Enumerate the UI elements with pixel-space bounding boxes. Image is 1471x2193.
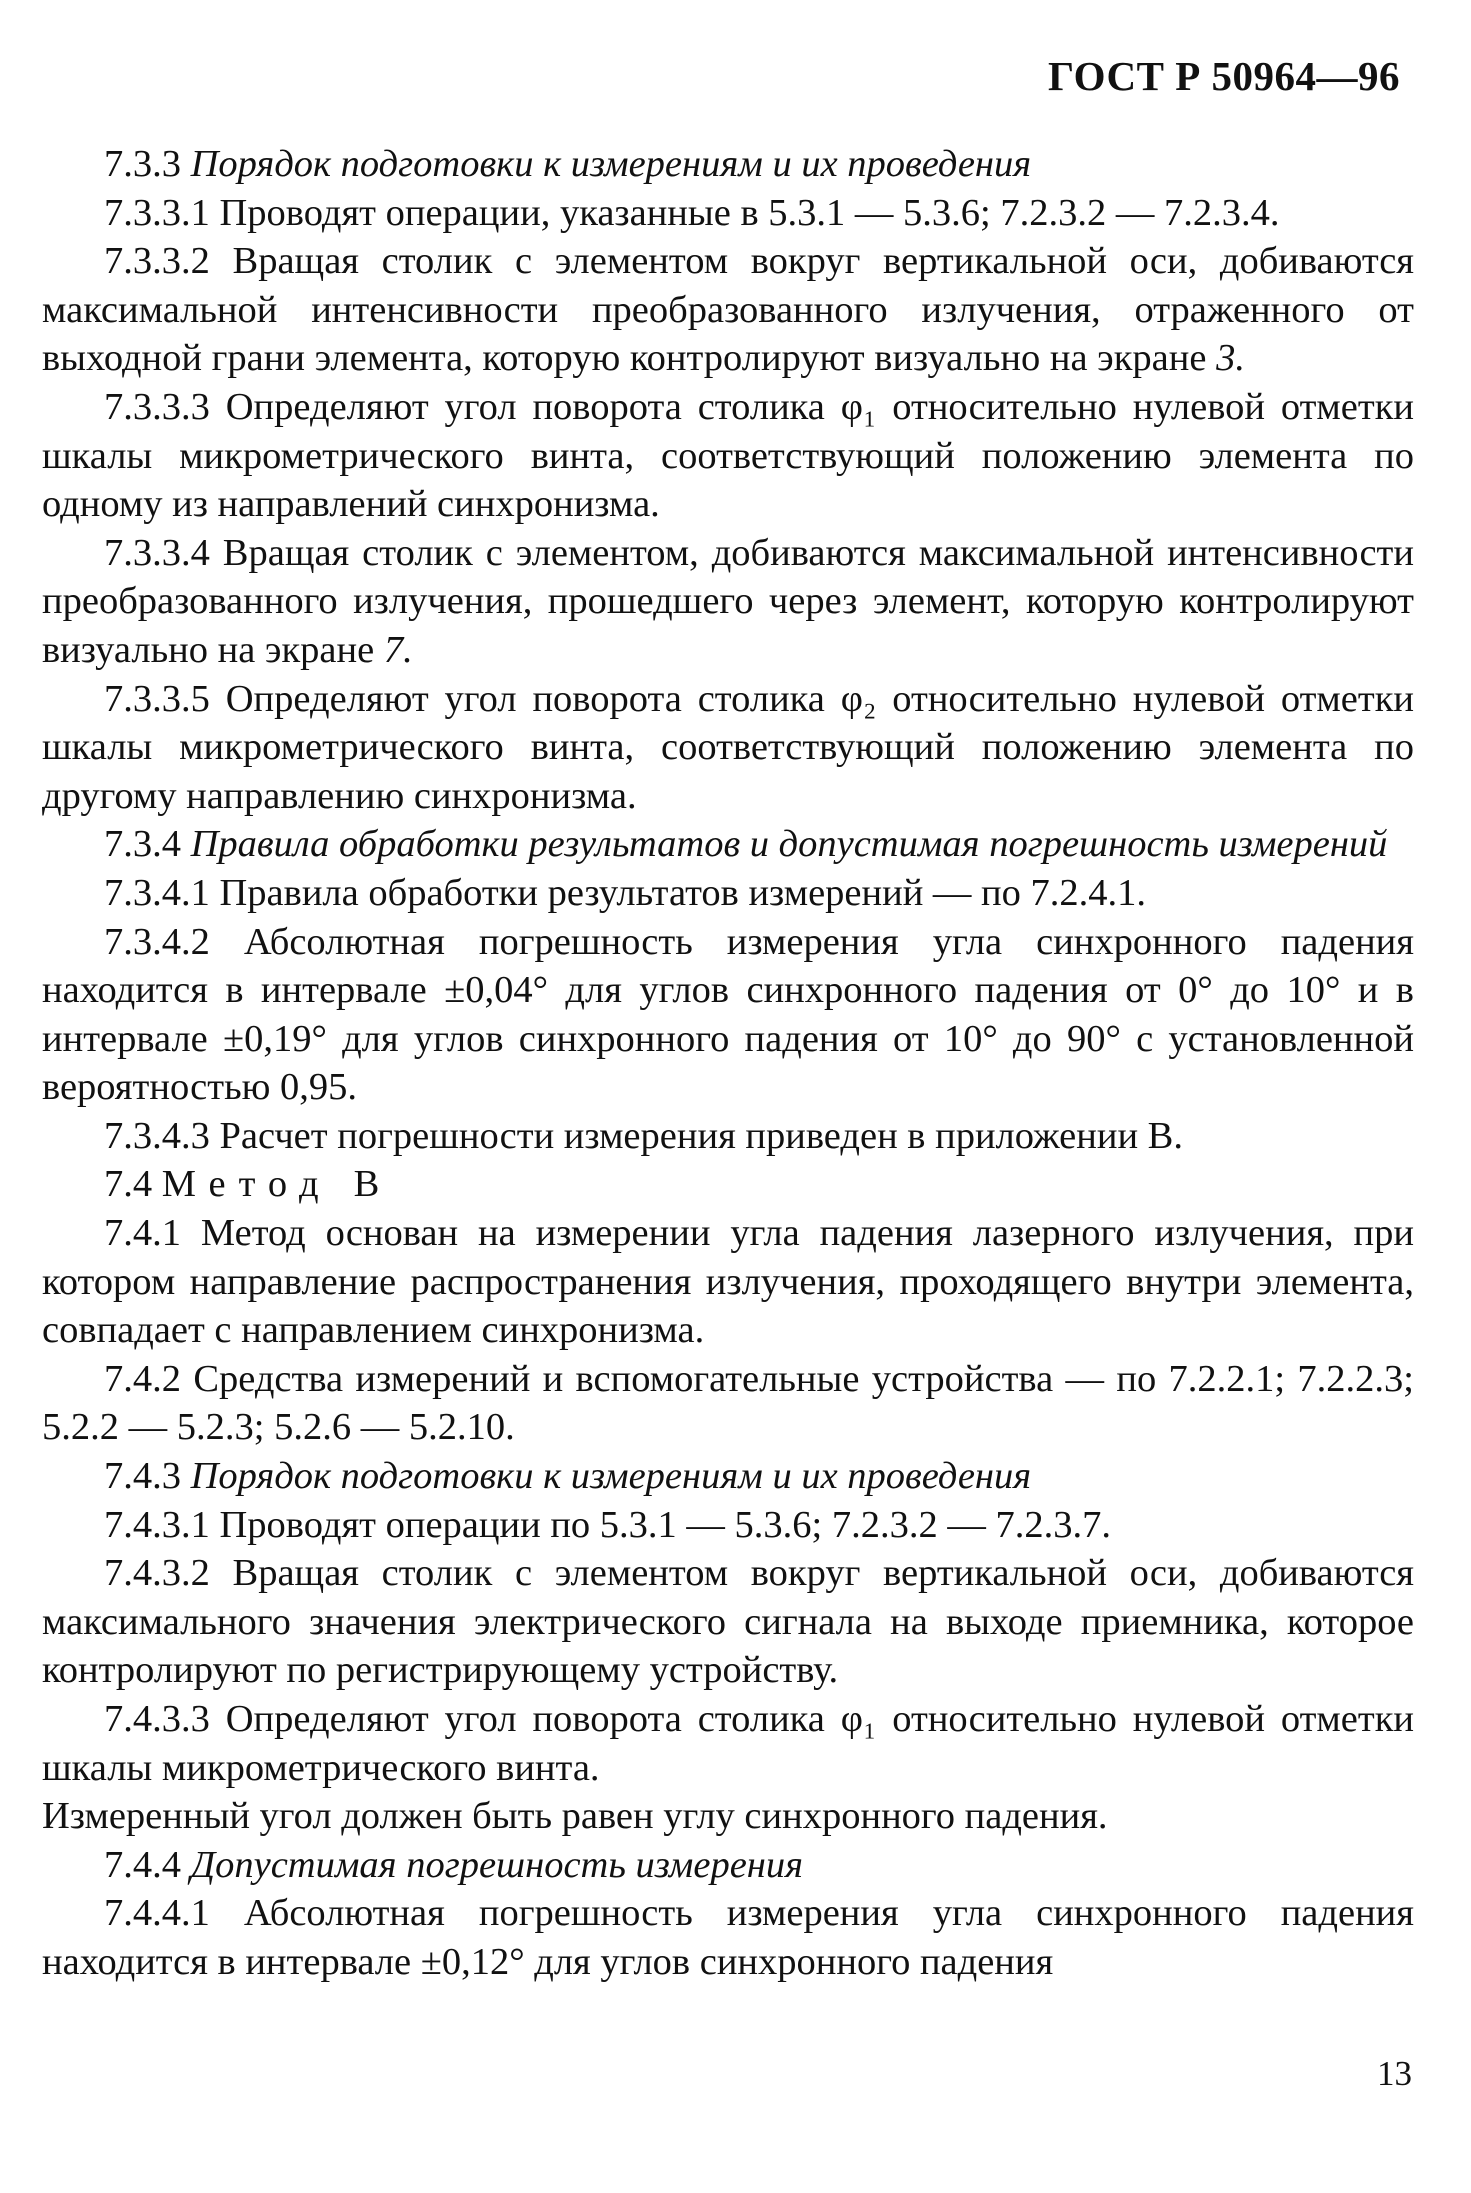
section-number: 7.4 xyxy=(104,1163,153,1206)
section-title: Порядок подготовки к измерениям и их проведения xyxy=(190,1455,1032,1498)
section-title: Допустимая погрешность измерения xyxy=(190,1843,804,1886)
paragraph-7-3-4-3: 7.3.4.3 Расчет погрешности измерения приведен в приложении В. xyxy=(104,1114,1183,1157)
paragraph-7-4-3-3: 7.4.3.3 Определяют угол поворота столика φ₁ относительно нулевой отметки шкалы микрометрического винта. xyxy=(42,1698,1414,1789)
figure-reference: 7. xyxy=(383,628,413,671)
figure-reference: 3. xyxy=(1216,337,1245,380)
document-body xyxy=(42,140,1414,1987)
paragraph-7-3-3-3: 7.3.3.3 Определяют угол поворота столика φ₁ относительно нулевой отметки шкалы микрометрического винта, соответствующий положению элемента по одному из направлений синхронизма. xyxy=(42,385,1414,526)
method-label: Метод xyxy=(161,1163,332,1206)
paragraph-7-4-1: 7.4.1 Метод основан на измерении угла падения лазерного излучения, при котором направление распространения излучения, проходящего внутри элемента, совпадает с направлением синхронизма. xyxy=(42,1212,1414,1352)
paragraph-7-3-3-4 xyxy=(42,529,1414,675)
section-heading-7-3-4 xyxy=(42,820,1414,869)
section-heading-7-4-3 xyxy=(42,1452,1414,1501)
paragraph-7-3-4-1: 7.3.4.1 Правила обработки результатов измерений — по 7.2.4.1. xyxy=(104,871,1147,914)
paragraph-text: 7.3.3.2 Вращая столик с элементом вокруг вертикальной оси, добиваются максимальной интенсивности преобразованного излучения, отраженного от выходной грани элемента, которую контролируют визуально на экране xyxy=(42,240,1414,380)
paragraph-7-4-2: 7.4.2 Средства измерений и вспомогательные устройства — по 7.2.2.1; 7.2.2.3; 5.2.2 — 5.2.3; 5.2.6 — 5.2.10. xyxy=(42,1357,1414,1449)
paragraph-7-3-3-1: 7.3.3.1 Проводят операции, указанные в 5.3.1 — 5.3.6; 7.2.3.2 — 7.2.3.4. xyxy=(104,191,1280,234)
section-number: 7.4.4 xyxy=(104,1843,181,1886)
section-title: Правила обработки результатов и допустимая погрешность измерений xyxy=(190,823,1388,866)
page-number: 13 xyxy=(1377,2054,1412,2093)
section-heading-7-4-4 xyxy=(42,1841,1414,1890)
standard-header: ГОСТ Р 50964—96 xyxy=(1048,53,1400,99)
paragraph-measured-angle: Измеренный угол должен быть равен углу синхронного падения. xyxy=(42,1795,1108,1838)
section-title: Порядок подготовки к измерениям и их проведения xyxy=(190,143,1032,185)
section-number: 7.3.4 xyxy=(104,823,181,866)
document-page xyxy=(42,0,1414,2193)
section-number: 7.3.3 xyxy=(104,143,181,185)
section-heading-7-3-3 xyxy=(42,140,1414,189)
section-heading-7-4 xyxy=(42,1160,1414,1209)
paragraph-7-4-3-1: 7.4.3.1 Проводят операции по 5.3.1 — 5.3.6; 7.2.3.2 — 7.2.3.7. xyxy=(104,1503,1111,1546)
paragraph-7-3-4-2: 7.3.4.2 Абсолютная погрешность измерения угла синхронного падения находится в интервале ±0,04° для углов синхронного падения от 0° до 10° и в интервале ±0,19° для углов синхронного падения от 10° до 90° с установленной вероятностью 0,95. xyxy=(42,920,1414,1109)
paragraph-7-3-3-5: 7.3.3.5 Определяют угол поворота столика φ₂ относительно нулевой отметки шкалы микрометрического винта, соответствующий положению элемента по другому направлению синхронизма. xyxy=(42,677,1414,817)
paragraph-7-3-3-2 xyxy=(42,237,1414,383)
paragraph-7-4-4-1: 7.4.4.1 Абсолютная погрешность измерения угла синхронного падения находится в интервале ±0,12° для углов синхронного падения xyxy=(42,1892,1414,1983)
paragraph-7-4-3-2: 7.4.3.2 Вращая столик с элементом вокруг вертикальной оси, добиваются максимального значения электрического сигнала на выходе приемника, которое контролируют по регистрирующему устройству. xyxy=(42,1552,1414,1692)
method-letter: В xyxy=(353,1163,380,1206)
paragraph-text: 7.3.3.4 Вращая столик с элементом, добиваются максимальной интенсивности преобразованного излучения, прошедшего через элемент, которую контролируют визуально на экране xyxy=(42,531,1414,671)
section-number: 7.4.3 xyxy=(104,1455,181,1498)
